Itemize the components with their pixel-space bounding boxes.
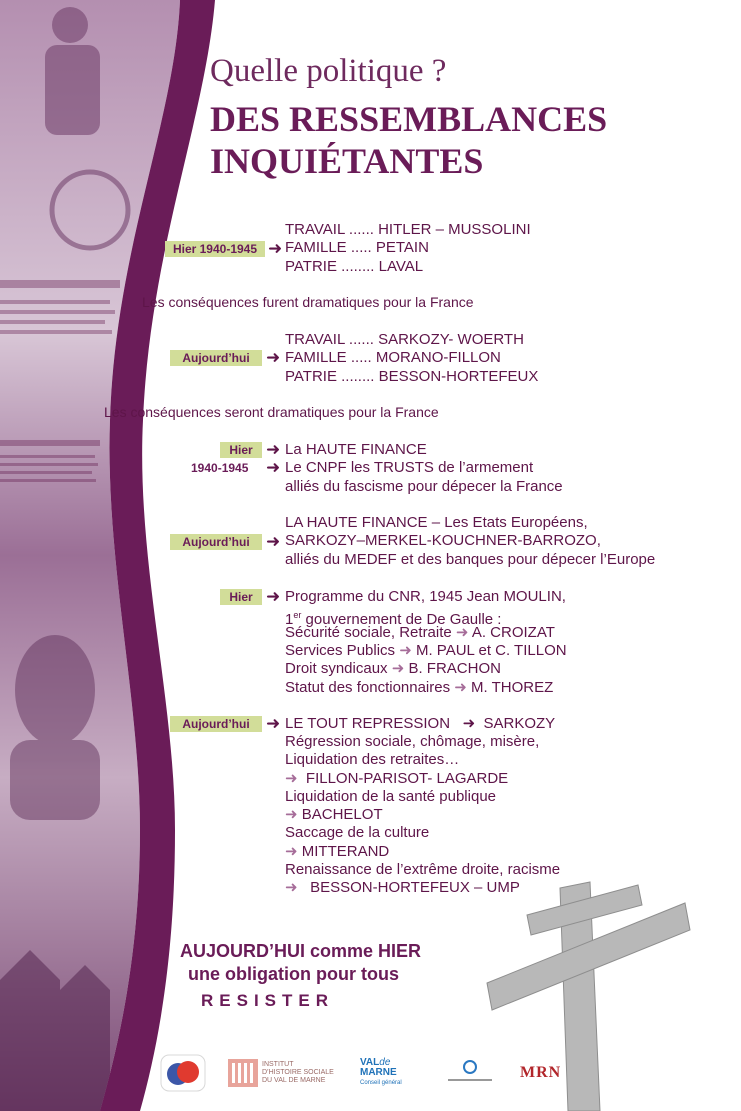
arrow-icon: ➜	[285, 770, 298, 787]
s4-line-3: alliés du MEDEF et des banques pour dépecer l’Europe	[285, 551, 656, 568]
s4-line-2: SARKOZY–MERKEL-KOUCHNER-BARROZO,	[285, 532, 601, 549]
s6-line: Saccage de la culture	[285, 824, 430, 841]
s6-line: Renaissance de l’extrême droite, racisme	[285, 861, 561, 878]
tag-hier: Hier	[220, 589, 262, 605]
s1-line-patrie: PATRIE ........ LAVAL	[285, 258, 424, 275]
arrow-icon: ➜	[399, 642, 412, 659]
s2-line-travail: TRAVAIL ...... SARKOZY- WOERTH	[285, 331, 524, 348]
logo-val-de-marne: VALde MARNE Conseil général	[360, 1057, 402, 1086]
closing-line-1: AUJOURD’HUI comme HIER	[180, 941, 422, 961]
town-logo-icon	[440, 1058, 500, 1088]
tag-aujourdhui: Aujourd’hui	[170, 534, 262, 550]
arrow-icon: ➜	[462, 715, 476, 732]
arrow-icon: ➜	[455, 624, 469, 641]
arrow-icon: ➜	[266, 532, 281, 551]
arrow-icon: ➜	[266, 587, 281, 606]
s6-line-names: ➜ BESSON-HORTEFEUX – UMP	[285, 879, 520, 896]
s5-item: Services Publics ➜ M. PAUL et C. TILLON	[285, 642, 567, 659]
tag-aujourdhui: Aujourd’hui	[170, 716, 262, 732]
logo-institut-histoire-sociale: INSTITUT D’HISTOIRE SOCIALE DU VAL DE MARNE	[228, 1052, 348, 1094]
tag-1940-1945: 1940-1945	[191, 461, 249, 475]
s6-line-repression: LE TOUT REPRESSION ➜ SARKOZY	[285, 715, 556, 732]
tag-aujourdhui: Aujourd’hui	[170, 350, 262, 366]
s2-line-patrie: PATRIE ........ BESSON-HORTEFEUX	[285, 368, 539, 385]
arrow-icon: ➜	[266, 348, 281, 367]
headline-line-2: INQUIÉTANTES	[210, 141, 484, 181]
header-question: Quelle politique ?	[210, 53, 447, 89]
s4-line-1: LA HAUTE FINANCE – Les Etats Européens,	[285, 514, 588, 531]
tag-hier-1940-1945: Hier 1940-1945	[165, 241, 265, 257]
s3-line-3: alliés du fascisme pour dépecer la France	[285, 478, 563, 495]
arrow-icon: ➜	[285, 806, 298, 823]
arrow-icon: ➜	[454, 679, 467, 696]
headline-line-1: DES RESSEMBLANCES	[210, 99, 608, 139]
arrow-icon: ➜	[285, 879, 298, 896]
s1-line-travail: TRAVAIL ...... HITLER – MUSSOLINI	[285, 221, 531, 238]
arrow-icon: ➜	[266, 714, 281, 733]
s1-line-famille: FAMILLE ..... PETAIN	[285, 239, 429, 256]
s6-line: Régression sociale, chômage, misère,	[285, 733, 540, 750]
logo-ville	[440, 1052, 510, 1094]
s6-line: Liquidation de la santé publique	[285, 788, 497, 805]
s6-line-names: ➜ FILLON-PARISOT- LAGARDE	[285, 770, 509, 787]
logo-mrn: MRN	[520, 1064, 562, 1081]
s5-item: Droit syndicaux ➜ B. FRACHON	[285, 660, 501, 677]
cgt-logo-icon	[160, 1054, 206, 1092]
s2-consequence: Les conséquences seront dramatiques pour la France	[104, 404, 439, 420]
arrow-icon: ➜	[266, 440, 281, 459]
arrow-icon: ➜	[266, 458, 281, 477]
arrow-icon: ➜	[268, 239, 283, 258]
headline	[210, 98, 607, 182]
tag-hier: Hier	[220, 442, 262, 458]
s6-line-names: ➜ MITTERAND	[285, 843, 390, 860]
arrow-icon: ➜	[391, 660, 405, 677]
closing-line-2: une obligation pour tous	[188, 964, 399, 984]
s1-consequence: Les conséquences furent dramatiques pour la France	[142, 294, 474, 310]
closing-resister: RESISTER	[201, 991, 335, 1010]
arrow-icon: ➜	[285, 843, 298, 860]
s5-line-gouvernement: 1er gouvernement de De Gaulle :	[285, 610, 502, 628]
ihs-logo-icon	[228, 1059, 258, 1087]
s5-item: Statut des fonctionnaires ➜ M. THOREZ	[285, 679, 554, 696]
s6-line-names: ➜ BACHELOT	[285, 806, 383, 823]
logo-cgt	[160, 1052, 210, 1094]
s2-line-famille: FAMILLE ..... MORANO-FILLON	[285, 349, 501, 366]
s3-line-1: La HAUTE FINANCE	[285, 441, 427, 458]
s6-line: Liquidation des retraites…	[285, 751, 460, 768]
s5-line-cnr: Programme du CNR, 1945 Jean MOULIN,	[285, 588, 566, 605]
s3-line-2: Le CNPF les TRUSTS de l’armement	[285, 459, 534, 476]
s5-item: Sécurité sociale, Retraite ➜ A. CROIZAT	[285, 624, 555, 641]
